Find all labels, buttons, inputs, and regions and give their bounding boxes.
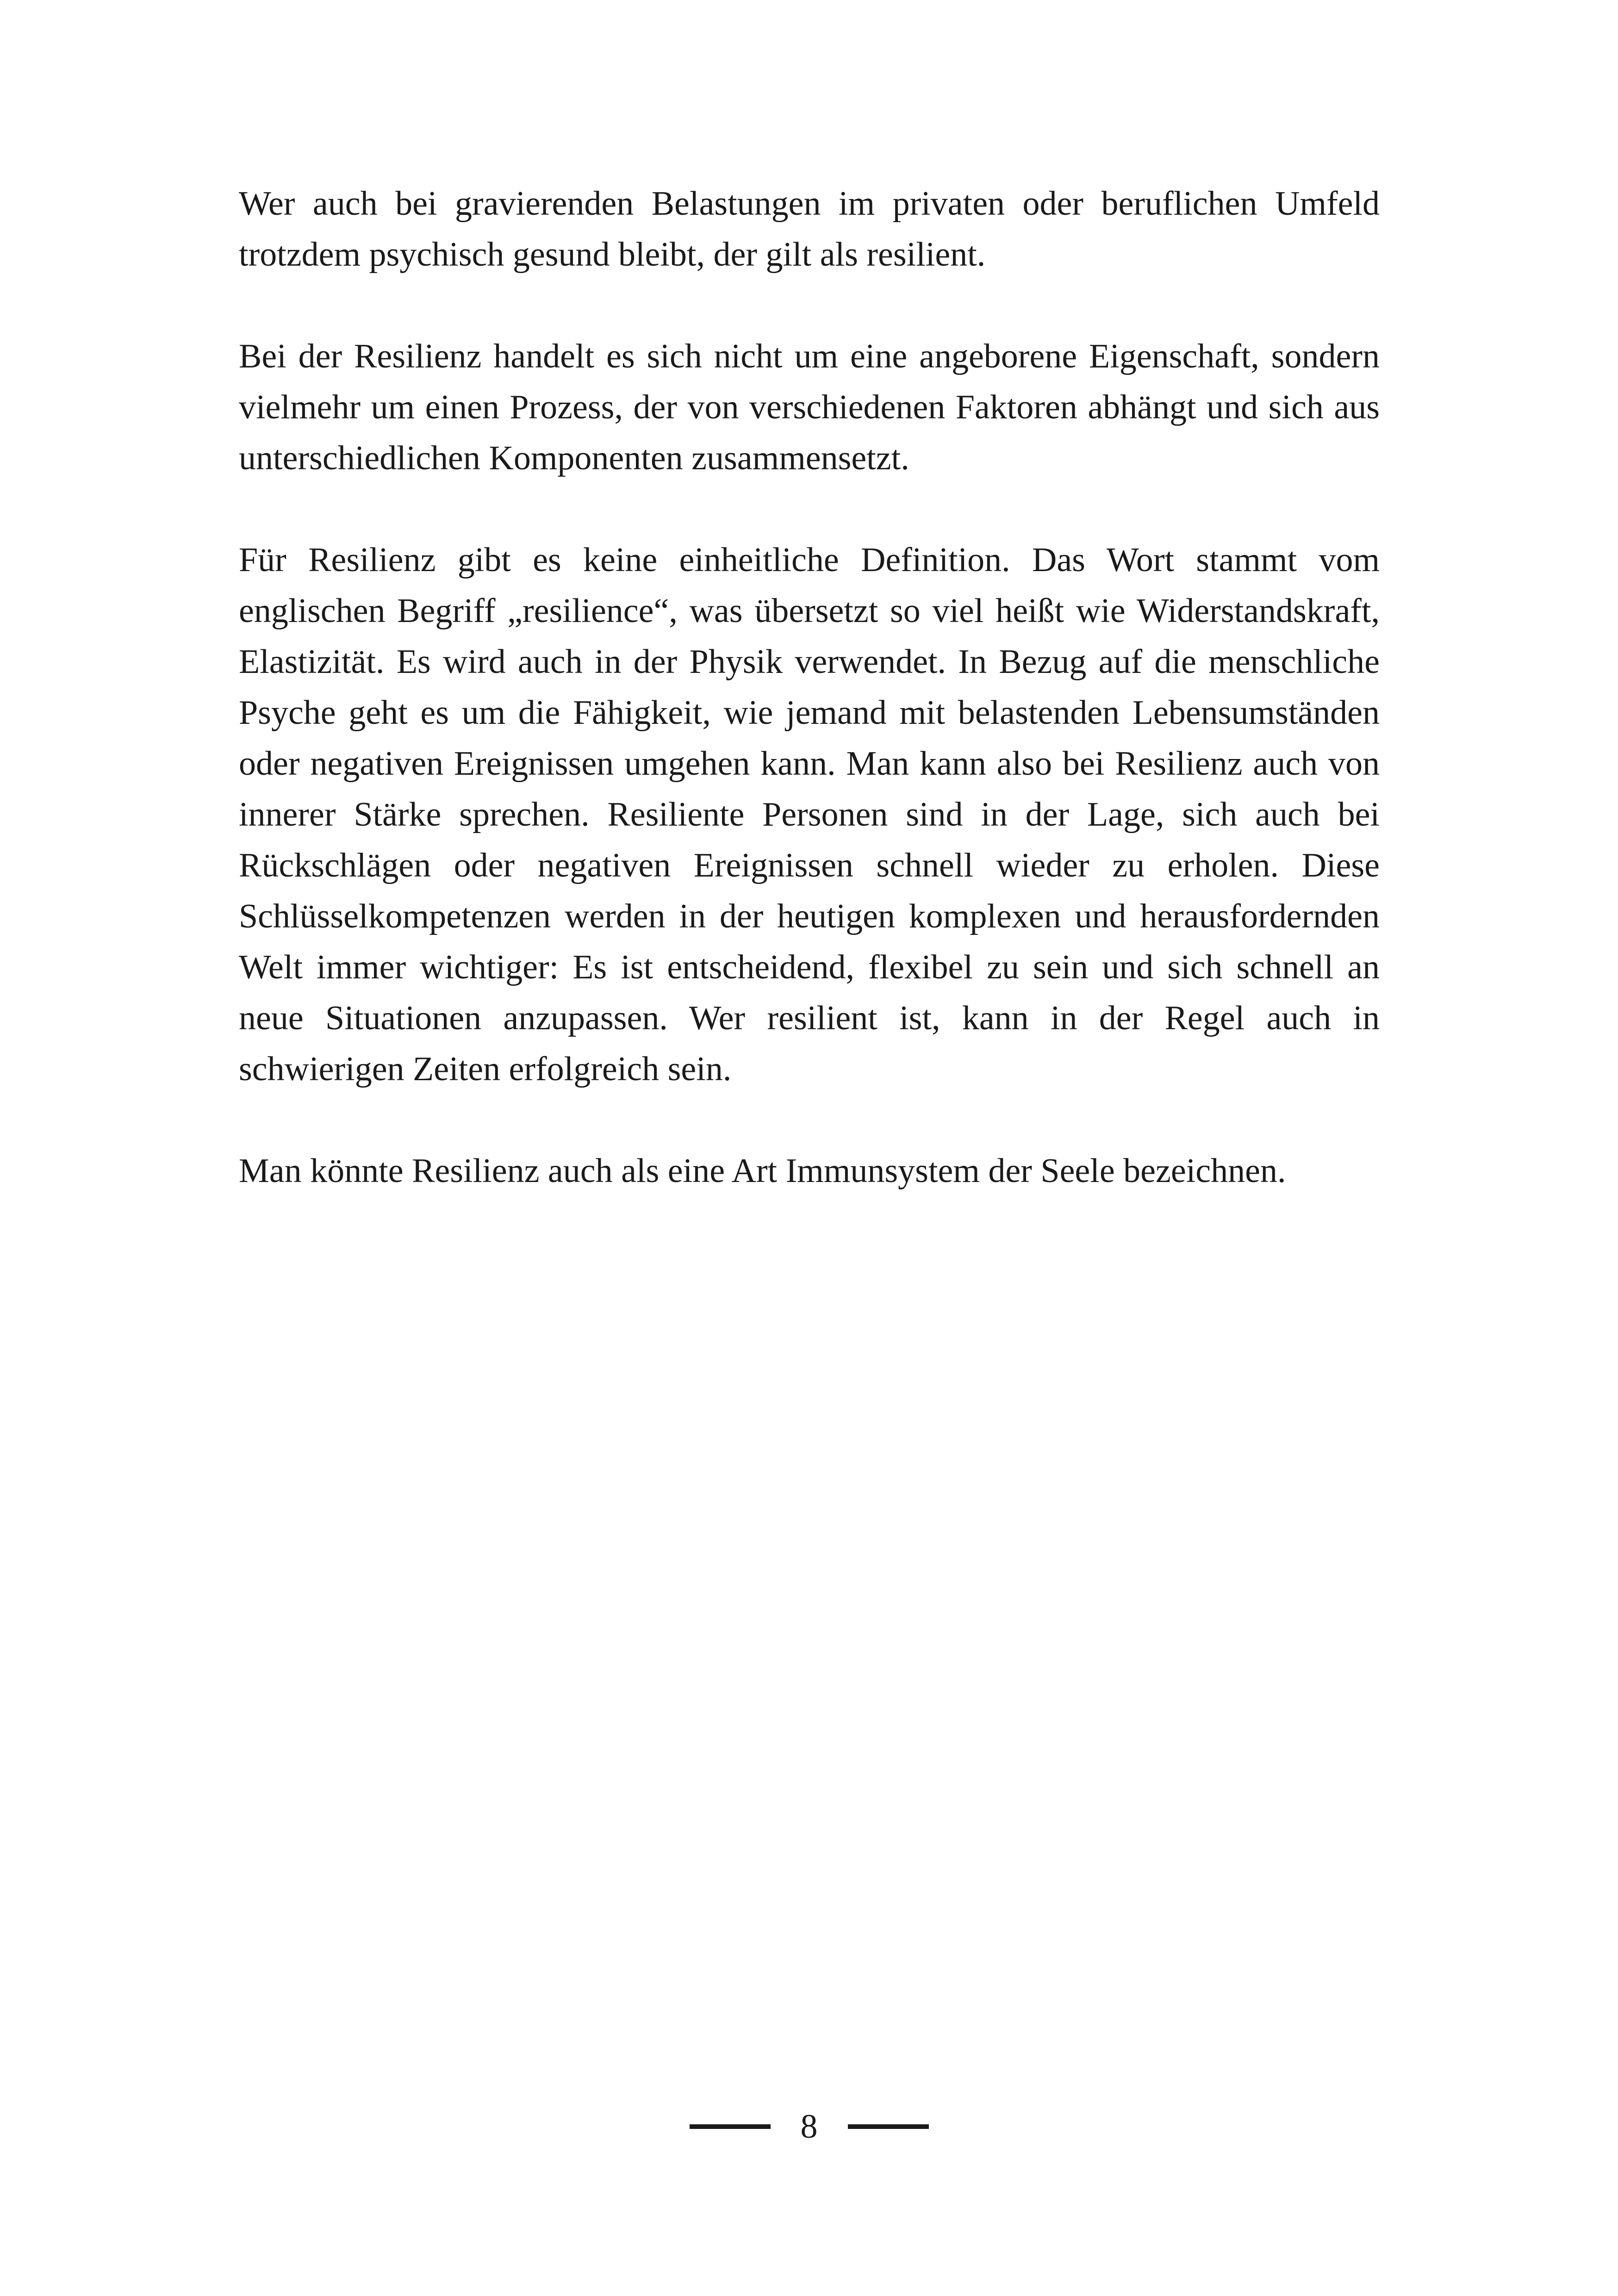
- paragraph-definition: Wer auch bei gravierenden Belastungen im privaten oder beruflichen Umfeld trotzdem psychisch gesund bleibt, der gilt als resilient.: [239, 185, 1380, 274]
- paragraph-immune-system: Man könnte Resilienz auch als eine Art Immunsystem der Seele bezeichnen.: [239, 1152, 1286, 1190]
- paragraph-process: Bei der Resilienz handelt es sich nicht um eine angeborene Eigenschaft, sondern vielmehr um einen Prozess, der von verschiedenen Faktoren abhängt und sich aus unterschiedlichen Komponenten zusammensetzt.: [239, 337, 1380, 477]
- body-text: [239, 178, 1380, 1247]
- paragraph-origin: Für Resilienz gibt es keine einheitliche Definition. Das Wort stammt vom englischen Begriff „resilience“, was übersetzt so viel heißt wie Widerstandskraft, Elastizität. Es wird auch in der Physik verwendet. In Bezug auf die menschliche Psyche geht es um die Fähigkeit, wie jemand mit belastenden Lebensumständen oder negativen Ereignissen umgehen kann. Man kann also bei Resilienz auch von innerer Stärke sprechen. Resiliente Personen sind in der Lage, sich auch bei Rückschlägen oder negativen Ereignissen schnell wieder zu erholen. Diese Schlüsselkompetenzen werden in der heutigen komplexen und herausfordernden Welt immer wichtiger: Es ist entscheidend, flexibel zu sein und sich schnell an neue Situationen anzupassen. Wer resilient ist, kann in der Regel auch in schwierigen Zeiten erfolgreich sein.: [239, 541, 1380, 1088]
- page-footer: [0, 2103, 1618, 2150]
- footer-rule-left: [690, 2124, 771, 2129]
- page-number: 8: [800, 2108, 818, 2146]
- footer-rule-right: [848, 2124, 929, 2129]
